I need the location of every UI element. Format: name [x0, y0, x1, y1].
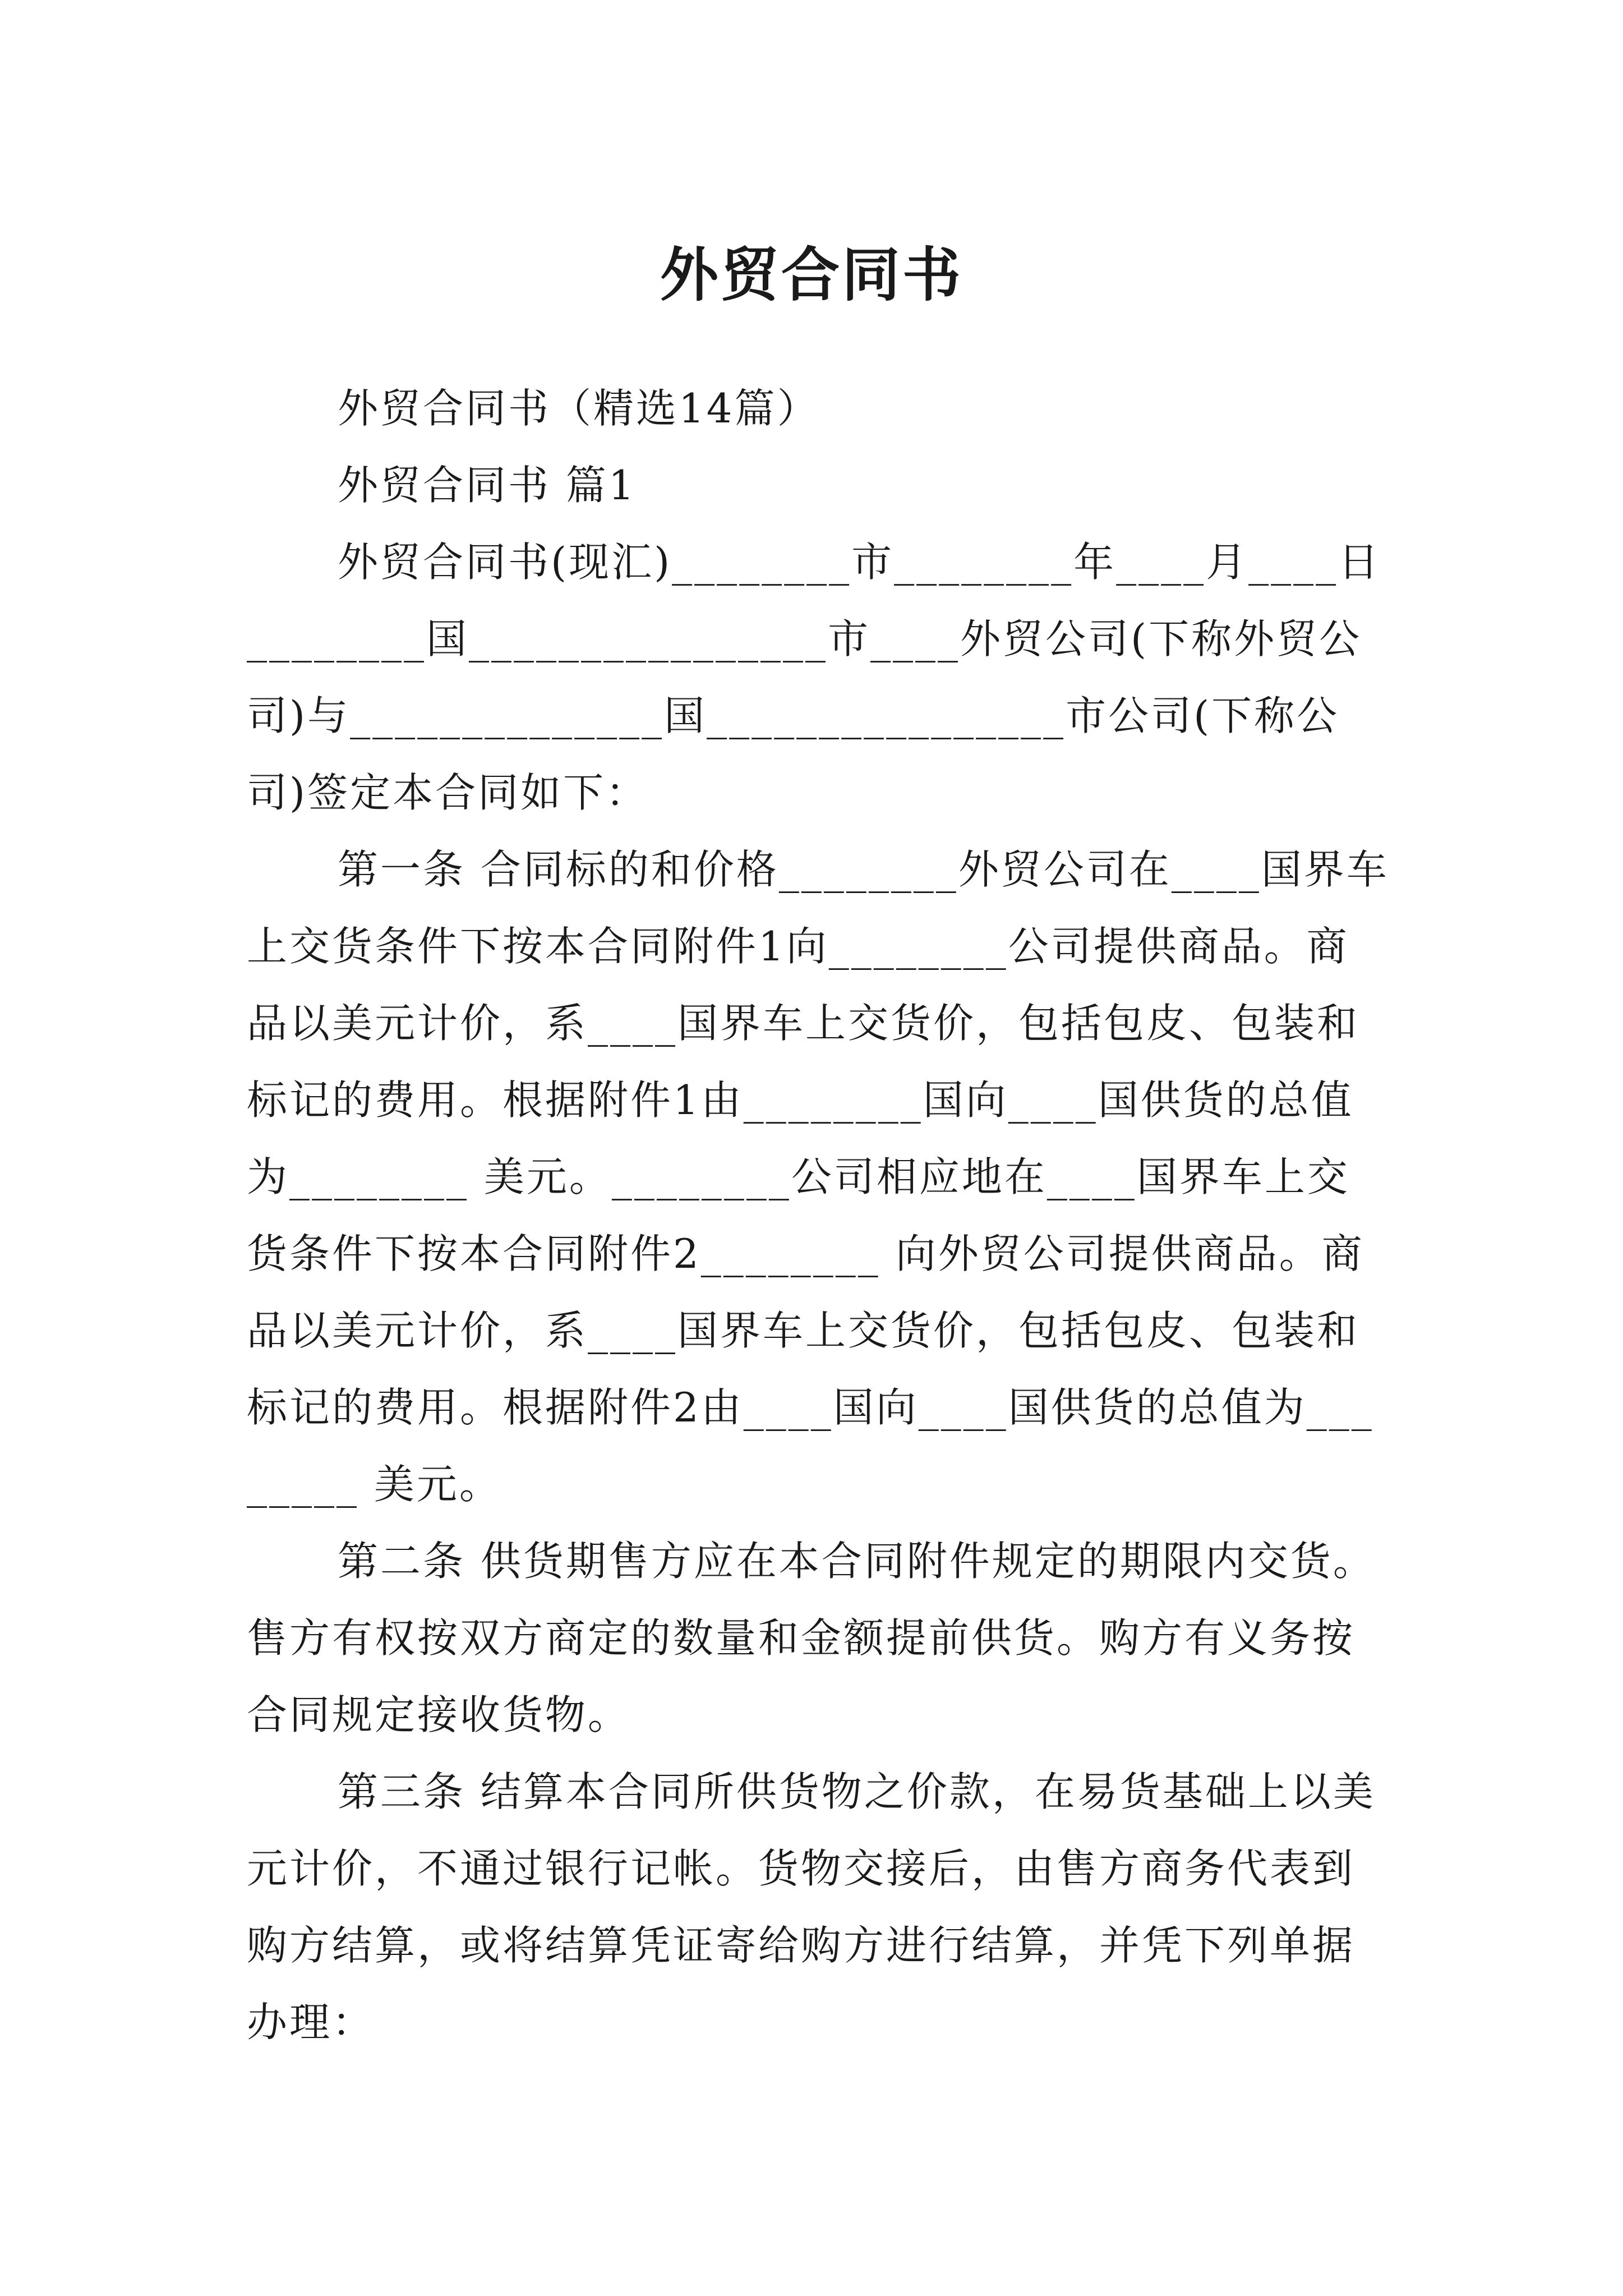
document-title: 外贸合同书: [660, 240, 963, 309]
document-body: [247, 370, 1391, 2061]
paragraph-clause-1: 第一条 合同标的和价格________外贸公司在____国界车上交货条件下按本合同附件1向________公司提供商品。商品以美元计价，系____国界车上交货价，包括包皮、包装和标记的费用。根据附件1由________国向____国供货的总值为________ 美元。________公司相应地在____国界车上交货条件下按本合同附件2________ 向外贸公司提供商品。商品以美元计价，系____国界车上交货价，包括包皮、包装和标记的费用。根据附件2由____国向____国供货的总值为________ 美元。: [247, 846, 1389, 1508]
paragraph-contract-parties: 外贸合同书(现汇)________市________年____月____日________国________________市____外贸公司(下称外贸公司)与______________国________________市公司(下称公司)签定本合同如下：: [247, 539, 1381, 816]
paragraph-clause-3: 第三条 结算本合同所供货物之价款，在易货基础上以美元计价，不通过银行记帐。货物交接后，由售方商务代表到购方结算，或将结算凭证寄给购方进行结算，并凭下列单据办理：: [247, 1768, 1376, 2046]
paragraph-collection-heading: 外贸合同书（精选14篇）: [338, 385, 820, 432]
paragraph-clause-2: 第二条 供货期售方应在本合同附件规定的期限内交货。售方有权按双方商定的数量和金额提前供货。购方有义务按合同规定接收货物。: [247, 1538, 1376, 1738]
paragraph-article-heading: 外贸合同书 篇1: [338, 462, 637, 509]
